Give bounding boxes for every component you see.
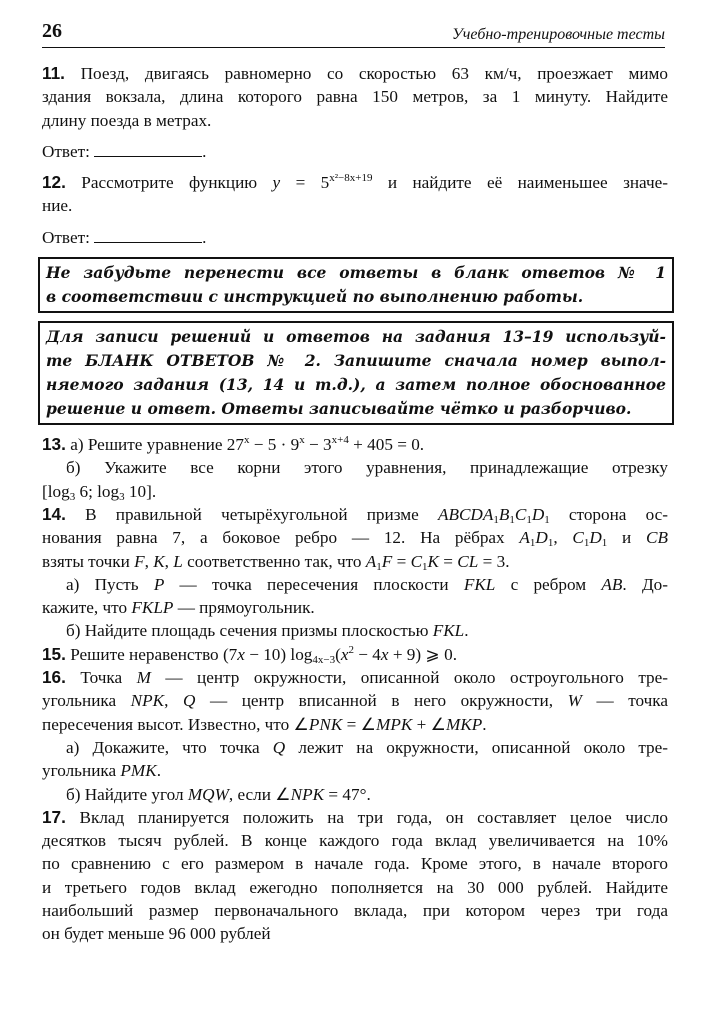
- text-run: наибольший размер первоначального вклада, при котором через три года: [42, 901, 668, 921]
- text-line: [42, 922, 668, 945]
- text-run: пересечения высот. Известно, что ∠: [42, 714, 309, 734]
- text-line: [42, 109, 668, 132]
- text-line: [42, 194, 668, 217]
- text-line: [42, 876, 668, 899]
- text-run: и третьего годов вклад ежегодно пополняется на 30 000 рублей. Найдите: [42, 877, 668, 897]
- text-line: [42, 643, 668, 666]
- answer-line: Ответ: .: [42, 227, 207, 247]
- text-run: б) Укажите все корни этого уравнения, принадлежащие отрезку: [66, 458, 668, 478]
- problem-text: [42, 62, 668, 132]
- text-run: Точка: [65, 668, 137, 688]
- math-variable: x: [237, 644, 245, 664]
- answer-label: Ответ:: [42, 141, 90, 161]
- answer-blank: [94, 228, 202, 243]
- math-exponent: 2: [348, 643, 354, 656]
- text-line: [42, 550, 668, 573]
- math-variable: FKL: [463, 574, 496, 594]
- text-run: − 3: [304, 435, 332, 455]
- math-variable: NPK: [290, 784, 325, 804]
- text-run: (: [335, 644, 341, 664]
- instruction-box: [38, 257, 674, 313]
- text-run: Вклад планируется положить на три года, он составляет целое число: [65, 807, 668, 827]
- text-line: [42, 899, 668, 922]
- math-variable: AB: [601, 574, 623, 594]
- text-run: Рассмотрите функцию: [65, 173, 273, 193]
- text-line: [42, 596, 668, 619]
- text-line: [42, 759, 668, 782]
- answer-label: Ответ:: [42, 227, 90, 247]
- text-line: [42, 480, 668, 503]
- text-run: 6; log: [75, 481, 120, 501]
- text-run: Поезд, двигаясь равномерно со скоростью 63 км/ч, проезжает мимо: [64, 64, 668, 83]
- text-run: Решите неравенство (7: [65, 644, 238, 664]
- text-line: [42, 573, 668, 596]
- text-run: лежит на окружности, описанной около тре-: [285, 737, 668, 757]
- math-subscript: 1: [547, 537, 554, 550]
- text-run: ,: [164, 691, 183, 711]
- math-subscript: 1: [376, 560, 382, 573]
- math-subscript: 3: [119, 490, 125, 503]
- math-subscript: 1: [529, 537, 536, 550]
- text-run: и: [607, 528, 647, 548]
- text-run: . До-: [622, 574, 668, 594]
- text-run: − 10) log: [244, 644, 313, 664]
- text-run: В правильной четырёхугольной призме: [65, 504, 438, 524]
- math-variable: F: [381, 551, 393, 571]
- math-variable: Q: [182, 691, 196, 711]
- text-run: и найдите её наименьшее значе-: [372, 173, 668, 193]
- running-title: Учебно-тренировочные тесты: [452, 26, 665, 43]
- text-run: + ∠: [412, 714, 447, 734]
- text-run: а) Докажите, что точка: [66, 737, 273, 757]
- text-run: здания вокзала, длина которого равна 150 метров, за 1 минуту. Найдите: [42, 87, 668, 107]
- instruction-box: [38, 321, 674, 425]
- instruction-line: Для записи решений и ответов на задания 13–19 используй-: [46, 327, 666, 347]
- text-run: 10].: [124, 481, 157, 501]
- text-run: = ∠: [342, 714, 377, 734]
- problem-number: 13.: [42, 434, 66, 455]
- instruction-line: решение и ответ. Ответы записывайте чётко и разборчиво.: [46, 399, 632, 419]
- text-run: соответственно так, что: [182, 551, 366, 571]
- text-line: [42, 526, 668, 549]
- text-line: [42, 806, 668, 829]
- math-variable: B: [498, 504, 510, 524]
- math-variable: NPK: [130, 691, 165, 711]
- text-run: кажите, что: [42, 598, 132, 618]
- problem-number: 14.: [42, 503, 66, 524]
- math-variable: P: [153, 574, 165, 594]
- text-run: — точка: [581, 691, 668, 711]
- instruction-line: те БЛАНК ОТВЕТОВ № 2. Запишите сначала номер выпол-: [46, 351, 666, 371]
- text-run: ,: [144, 551, 154, 571]
- problem-number: 16.: [42, 667, 66, 688]
- problem-number: 15.: [42, 643, 66, 664]
- math-subscript: 1: [583, 537, 590, 550]
- text-run: длину поезда в метрах.: [42, 110, 212, 130]
- text-line: [42, 619, 668, 642]
- math-exponent: x: [299, 434, 305, 447]
- math-exponent: x²−8x+19: [329, 172, 373, 185]
- math-variable: C: [514, 504, 527, 524]
- math-variable: W: [567, 691, 582, 711]
- text-run: − 5 · 9: [249, 435, 300, 455]
- text-run: , если ∠: [228, 784, 291, 804]
- page-header: [42, 20, 665, 48]
- text-line: [42, 171, 668, 194]
- text-line: [42, 62, 668, 85]
- math-variable: K: [427, 551, 439, 571]
- text-run: а) Пусть: [66, 574, 154, 594]
- text-run: =: [439, 551, 458, 571]
- math-exponent: x+4: [331, 434, 349, 447]
- math-variable: MPK: [376, 714, 413, 734]
- text-run: угольника: [42, 761, 121, 781]
- text-line: [42, 783, 668, 806]
- text-run: − 4: [353, 644, 381, 664]
- math-subscript: 1: [526, 513, 532, 526]
- text-run: угольника: [42, 691, 131, 711]
- math-variable: y: [272, 173, 281, 193]
- math-variable: FKL: [432, 621, 465, 641]
- text-run: — прямоугольник.: [173, 598, 315, 618]
- text-run: ние.: [42, 196, 73, 216]
- math-variable: M: [136, 668, 151, 688]
- text-run: = 47°.: [324, 784, 371, 804]
- text-run: по сравнению с его размером в начале года. Кроме этого, в начале второго: [42, 854, 668, 874]
- math-subscript: 3: [69, 490, 76, 503]
- math-variable: L: [173, 551, 183, 571]
- instruction-line: няемого задания (13, 14 и т.д.), а затем полное обоснованное: [46, 375, 666, 395]
- problem-number: 11.: [42, 63, 65, 83]
- problem-text: [42, 171, 668, 218]
- problem-number: 12.: [42, 172, 66, 193]
- text-run: .: [156, 761, 161, 781]
- text-run: + 9) ⩾ 0.: [388, 644, 458, 664]
- instruction-line: в соответствии с инструкцией по выполнению работы.: [46, 287, 584, 307]
- math-variable: F: [134, 551, 145, 571]
- math-variable: x: [380, 644, 389, 664]
- text-run: = 3.: [478, 551, 510, 571]
- math-variable: CL: [457, 551, 479, 571]
- text-line: [42, 85, 668, 108]
- text-line: [42, 503, 668, 526]
- text-run: нования равна 7, а боковое ребро — 12. На рёбрах: [42, 528, 520, 548]
- text-run: б) Найдите площадь сечения призмы плоскостью: [66, 621, 433, 641]
- text-run: ,: [164, 551, 174, 571]
- page-content: [42, 62, 668, 946]
- text-run: ,: [553, 528, 573, 548]
- text-line: [42, 852, 668, 875]
- text-line: [42, 713, 668, 736]
- text-run: взяты точки: [42, 551, 135, 571]
- math-variable: D: [535, 528, 548, 548]
- math-exponent: x: [243, 434, 250, 447]
- math-variable: MQW: [187, 784, 229, 804]
- text-line: [42, 689, 668, 712]
- math-variable: PNK: [308, 714, 343, 734]
- text-run: сторона ос-: [549, 504, 669, 524]
- math-variable: A: [365, 551, 377, 571]
- math-subscript: 1: [422, 560, 428, 573]
- text-line: [42, 456, 668, 479]
- math-variable: Q: [272, 737, 286, 757]
- math-variable: MKP: [446, 714, 483, 734]
- math-subscript: 4x−3: [312, 653, 336, 666]
- answer-line: Ответ: .: [42, 141, 207, 161]
- math-variable: PMK: [120, 761, 157, 781]
- text-run: десятков тысяч рублей. В конце каждого года вклад увеличивается на 10%: [42, 831, 668, 851]
- answer-blank: [94, 142, 202, 157]
- math-variable: x: [340, 644, 349, 664]
- text-line: [42, 433, 668, 456]
- text-run: б) Найдите угол: [66, 784, 188, 804]
- math-variable: D: [589, 528, 602, 548]
- text-run: он будет меньше 96 000 рублей: [42, 924, 271, 944]
- math-variable: ABCDA: [437, 504, 494, 524]
- text-run: .: [482, 714, 487, 734]
- math-variable: FKLP: [131, 598, 174, 618]
- math-variable: D: [531, 504, 545, 524]
- text-run: [log: [42, 481, 70, 501]
- text-run: а) Решите уравнение 27: [65, 435, 244, 455]
- math-variable: K: [153, 551, 165, 571]
- math-subscript: 1: [509, 513, 515, 526]
- text-run: — центр окружности, описанной около остроугольного тре-: [150, 668, 668, 688]
- text-run: — точка пересечения плоскости: [164, 574, 464, 594]
- text-line: [42, 666, 668, 689]
- math-subscript: 1: [544, 513, 550, 526]
- text-run: с ребром: [495, 574, 602, 594]
- text-run: =: [392, 551, 411, 571]
- math-subscript: 1: [493, 513, 499, 526]
- text-run: + 405 = 0.: [348, 435, 425, 455]
- page-number: 26: [42, 20, 62, 42]
- text-run: .: [464, 621, 469, 641]
- math-variable: CB: [646, 528, 668, 548]
- problem-text: [42, 433, 668, 946]
- text-run: = 5: [280, 173, 330, 193]
- math-variable: A: [519, 528, 530, 548]
- math-subscript: 1: [601, 537, 608, 550]
- text-line: [42, 829, 668, 852]
- text-run: — центр вписанной в него окружности,: [195, 691, 568, 711]
- problem-number: 17.: [42, 806, 66, 827]
- instruction-line: Не забудьте перенести все ответы в бланк ответов № 1: [46, 263, 666, 283]
- math-variable: C: [572, 528, 584, 548]
- math-variable: C: [410, 551, 423, 571]
- text-line: [42, 736, 668, 759]
